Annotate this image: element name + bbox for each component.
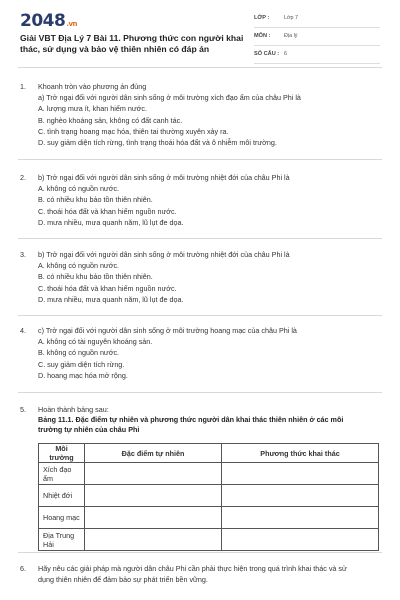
answer-option-a: A. không có tài nguyên khoáng sản.	[38, 337, 153, 347]
table-row	[39, 463, 379, 485]
table-cell-empty[interactable]	[222, 485, 379, 507]
answer-table	[38, 443, 379, 551]
question-divider	[18, 238, 382, 239]
table-row	[39, 507, 379, 529]
answer-option-a: A. không có nguồn nước.	[38, 261, 120, 271]
question-number: 3.	[20, 250, 26, 259]
answer-option-b: B. nghèo khoáng sản, không có đất canh tác.	[38, 115, 183, 125]
answer-option-b: B. có nhiều khu bảo tồn thiên nhiên.	[38, 272, 153, 282]
question-body	[38, 404, 380, 434]
question-stem: a) Trở ngại đối với người dân sinh sống ở môi trường xích đạo ẩm của châu Phi là	[38, 93, 301, 103]
answer-option-c: C. suy giảm diện tích rừng.	[38, 359, 125, 369]
question-divider	[18, 552, 382, 553]
question-number: 6.	[20, 564, 26, 573]
question-text-line-2: dụng thiên nhiên để đảm bảo sự phát triển bền vững.	[38, 575, 208, 585]
answer-option-d: D. suy giảm diện tích rừng, tình trạng thoái hóa đất và ô nhiễm môi trường.	[38, 138, 277, 148]
answer-option-a: A. không có nguồn nước.	[38, 184, 120, 194]
answer-option-b: B. không có nguồn nước.	[38, 348, 120, 358]
question-stem: b) Trở ngại đối với người dân sinh sống ở môi trường nhiệt đới của châu Phi là	[38, 250, 290, 259]
answer-option-d: D. hoang mạc hóa mở rộng.	[38, 370, 128, 380]
header-divider	[18, 67, 382, 68]
meta-key-subject: MÔN :	[254, 33, 271, 39]
table-cell-empty[interactable]	[85, 485, 222, 507]
logo-main: 2048	[20, 11, 66, 31]
question-body	[38, 563, 380, 585]
table-cell-empty[interactable]	[85, 529, 222, 551]
document-title: Giải VBT Địa Lý 7 Bài 11. Phương thức con người khai thác, sử dụng và bảo vệ thiên nhiên có đáp án	[20, 33, 244, 54]
table-cell-environment: Hoang mạc	[39, 507, 85, 529]
table-cell-empty[interactable]	[85, 507, 222, 529]
question-number: 4.	[20, 326, 26, 335]
answer-option-a: A. lượng mưa ít, khan hiếm nước.	[38, 104, 147, 114]
table-cell-environment: Nhiệt đới	[39, 485, 85, 507]
table-row	[39, 485, 379, 507]
table-caption-line-1: Bảng 11.1. Đặc điểm tự nhiên và phương thức người dân khai thác thiên nhiên ở các môi	[38, 415, 344, 425]
table-header-row	[39, 444, 379, 463]
table-header-natural-features: Đặc điểm tự nhiên	[85, 444, 222, 463]
answer-option-c: C. thoái hóa đất và khan hiếm nguồn nước.	[38, 206, 177, 216]
meta-row-count	[254, 50, 380, 64]
question-body	[38, 81, 380, 148]
meta-key-count: SỐ CÂU :	[254, 51, 280, 57]
question-divider	[18, 392, 382, 393]
question-body	[38, 249, 380, 305]
table-caption-line-2: trường tự nhiên của châu Phi	[38, 424, 140, 434]
question-body	[38, 325, 380, 381]
question-text: Hoàn thành bảng sau:	[38, 405, 109, 414]
answer-option-b: B. có nhiều khu bảo tồn thiên nhiên.	[38, 195, 153, 205]
question-stem: b) Trở ngại đối với người dân sinh sống ở môi trường nhiệt đới của châu Phi là	[38, 173, 290, 182]
answer-option-d: D. mưa nhiều, mưa quanh năm, lũ lụt đe dọa.	[38, 294, 184, 304]
table-cell-empty[interactable]	[222, 507, 379, 529]
table-header-exploitation: Phương thức khai thác	[222, 444, 379, 463]
meta-key-class: LỚP :	[254, 15, 270, 21]
table-cell-empty[interactable]	[222, 529, 379, 551]
question-number: 2.	[20, 173, 26, 182]
question-body	[38, 172, 380, 228]
meta-row-class	[254, 14, 380, 28]
question-number: 1.	[20, 82, 26, 91]
question-number: 5.	[20, 405, 26, 414]
answer-option-c: C. tình trạng hoang mạc hóa, thiên tai thường xuyên xảy ra.	[38, 126, 229, 136]
meta-value-subject: Địa lý	[284, 33, 298, 39]
table-row	[39, 529, 379, 551]
question-divider	[18, 159, 382, 160]
question-text-line-1: Hãy nêu các giải pháp mà người dân châu Phi cần phải thực hiện trong quá trình khai thác và sử	[38, 564, 347, 573]
table-cell-empty[interactable]	[222, 463, 379, 485]
meta-value-class: Lớp 7	[284, 15, 299, 21]
table-cell-environment: Xích đạo ẩm	[39, 463, 85, 485]
meta-row-subject	[254, 32, 380, 46]
table-cell-empty[interactable]	[85, 463, 222, 485]
question-divider	[18, 315, 382, 316]
table-cell-environment: Địa Trung Hải	[39, 529, 85, 551]
logo-sub: .vn	[66, 20, 78, 28]
table-header-environment: Môi trường	[39, 444, 85, 463]
answer-option-d: D. mưa nhiều, mưa quanh năm, lũ lụt đe dọa.	[38, 217, 184, 227]
meta-value-count: 6	[284, 51, 287, 57]
meta-info	[254, 14, 380, 68]
question-text: Khoanh tròn vào phương án đúng	[38, 82, 147, 91]
question-stem: c) Trở ngại đối với người dân sinh sống ở môi trường hoang mạc của châu Phi là	[38, 326, 297, 335]
page-header	[0, 0, 400, 62]
site-logo[interactable]	[20, 11, 77, 31]
answer-option-c: C. thoái hóa đất và khan hiếm nguồn nước.	[38, 283, 177, 293]
